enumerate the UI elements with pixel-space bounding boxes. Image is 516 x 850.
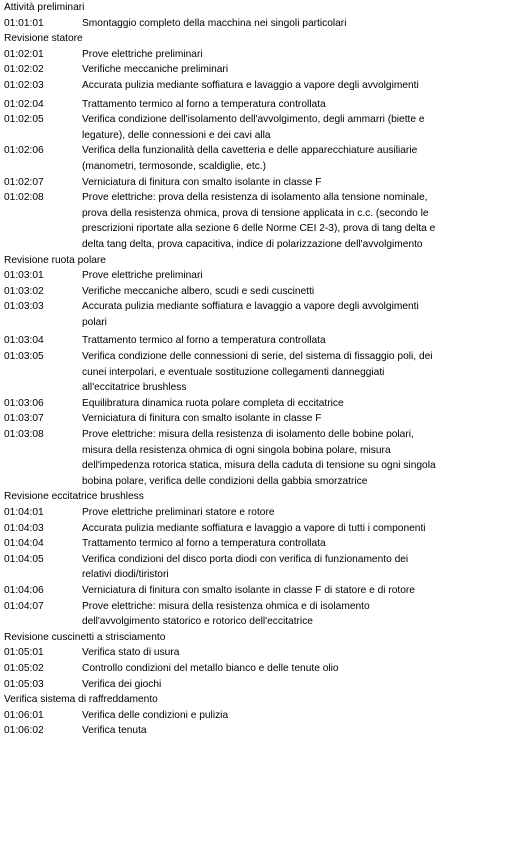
item-code: 01:03:07 bbox=[4, 413, 44, 425]
item-code: 01:04:01 bbox=[4, 507, 44, 518]
item-text: Verifica condizione dell'isolamento dell'avvolgimento, degli ammarri (biette e legature), delle connessioni e dei cavi alla bbox=[82, 114, 425, 141]
list-item bbox=[4, 299, 512, 330]
item-code: 01:05:03 bbox=[4, 678, 44, 690]
section-title: Revisione eccitatrice brushless bbox=[4, 491, 144, 503]
item-text: Trattamento termico al forno a temperatura controllata bbox=[82, 538, 326, 550]
item-text: Controllo condizioni del metallo bianco e delle tenute olio bbox=[82, 662, 339, 674]
list-item bbox=[4, 552, 512, 583]
item-text: Prove elettriche preliminari statore e rotore bbox=[82, 507, 275, 518]
item-text: Verifica stato di usura bbox=[82, 647, 180, 659]
item-code: 01:03:04 bbox=[4, 335, 44, 347]
item-code: 01:01:01 bbox=[4, 17, 44, 29]
list-item bbox=[4, 583, 512, 599]
list-item bbox=[4, 599, 512, 630]
list-item bbox=[4, 284, 512, 300]
item-text: Trattamento termico al forno a temperatura controllata bbox=[82, 98, 326, 110]
section-title: Verifica sistema di raffreddamento bbox=[4, 694, 158, 706]
item-text: Verifiche meccaniche albero, scudi e sedi cuscinetti bbox=[82, 285, 315, 297]
list-item bbox=[4, 427, 512, 489]
item-text: Accurata pulizia mediante soffiatura e lavaggio a vapore degli avvolgimenti bbox=[82, 79, 419, 91]
item-code: 01:06:02 bbox=[4, 725, 44, 737]
item-code: 01:05:01 bbox=[4, 647, 44, 659]
list-item bbox=[4, 521, 512, 537]
section-revisione-statore bbox=[4, 31, 512, 252]
item-code: 01:06:01 bbox=[4, 709, 44, 721]
item-code: 01:03:03 bbox=[4, 301, 44, 313]
section-revisione-eccitatrice-brushless bbox=[4, 489, 512, 629]
item-code: 01:04:06 bbox=[4, 584, 44, 596]
section-title: Revisione cuscinetti a strisciamento bbox=[4, 631, 166, 643]
item-text: Trattamento termico al forno a temperatura controllata bbox=[82, 335, 326, 347]
item-text: Verifica tenuta bbox=[82, 725, 147, 737]
item-text: Verifica delle condizioni e pulizia bbox=[82, 709, 229, 721]
item-text: Prove elettriche preliminari bbox=[82, 270, 203, 282]
item-code: 01:03:05 bbox=[4, 351, 44, 363]
item-text: Prove elettriche: misura della resistenza di isolamento delle bobine polari, misura della resistenza ohmica di ogni singola bobina polare, misura dell'impedenza rotorica statica, misura della caduta di tensione su ogni singola bobina polare, verifica delle condizioni della gabbia smorzatrice bbox=[82, 429, 436, 487]
item-text: Verifica condizione delle connessioni di serie, del sistema di fissaggio poli, dei cunei interpolari, e eventuale sostituzione collegamenti danneggiati all'eccitatrice brushless bbox=[82, 351, 433, 394]
item-text: Verniciatura di finitura con smalto isolante in classe F di statore e di rotore bbox=[82, 584, 415, 596]
item-code: 01:03:01 bbox=[4, 270, 44, 282]
section-revisione-ruota-polare bbox=[4, 253, 512, 490]
list-item bbox=[4, 723, 512, 739]
item-code: 01:04:03 bbox=[4, 522, 44, 534]
item-text: Verifica della funzionalità della cavetteria e delle apparecchiature ausiliarie (manometri, termosonde, scaldiglie, etc.) bbox=[82, 145, 418, 172]
list-item bbox=[4, 268, 512, 284]
list-item bbox=[4, 677, 512, 693]
list-item bbox=[4, 97, 512, 113]
list-item bbox=[4, 47, 512, 63]
item-code: 01:03:08 bbox=[4, 429, 44, 441]
item-text: Prove elettriche: prova della resistenza di isolamento alla tensione nominale, prova della resistenza ohmica, prova di tensione applicata in c.c. (secondo le prescrizioni riportate alla sezione 6 delle Norme CEI 2-3), prova di tang delta e delta tang delta, prova capacitiva, indice di polarizzazione dell'avvolgimento bbox=[82, 192, 436, 250]
item-text: Smontaggio completo della macchina nei singoli particolari bbox=[82, 17, 347, 29]
item-code: 01:02:07 bbox=[4, 176, 44, 188]
item-code: 01:02:04 bbox=[4, 98, 44, 110]
list-item bbox=[4, 536, 512, 552]
item-code: 01:03:06 bbox=[4, 397, 44, 409]
section-verifica-raffreddamento bbox=[4, 692, 512, 739]
list-item bbox=[4, 16, 512, 32]
section-title: Revisione ruota polare bbox=[4, 254, 106, 266]
list-item bbox=[4, 175, 512, 191]
list-item bbox=[4, 112, 512, 143]
item-text: Accurata pulizia mediante soffiatura e lavaggio a vapore degli avvolgimenti polari bbox=[82, 301, 419, 328]
section-title: Attività preliminari bbox=[4, 2, 85, 13]
item-text: Verifica dei giochi bbox=[82, 678, 162, 690]
section-attivita-preliminari bbox=[4, 0, 512, 31]
item-code: 01:04:04 bbox=[4, 538, 44, 550]
item-text: Prove elettriche preliminari bbox=[82, 48, 203, 60]
list-item bbox=[4, 396, 512, 412]
item-text: Verniciatura di finitura con smalto isolante in classe F bbox=[82, 176, 322, 188]
list-item bbox=[4, 78, 512, 94]
item-text: Verniciatura di finitura con smalto isolante in classe F bbox=[82, 413, 322, 425]
section-title: Revisione statore bbox=[4, 33, 83, 45]
item-code: 01:03:02 bbox=[4, 285, 44, 297]
item-code: 01:02:05 bbox=[4, 114, 44, 126]
list-item bbox=[4, 62, 512, 78]
list-item bbox=[4, 645, 512, 661]
item-text: Equilibratura dinamica ruota polare completa di eccitatrice bbox=[82, 397, 344, 409]
item-code: 01:02:02 bbox=[4, 64, 44, 76]
item-text: Accurata pulizia mediante soffiatura e lavaggio a vapore di tutti i componenti bbox=[82, 522, 426, 534]
item-text: Prove elettriche: misura della resistenza ohmica e di isolamento dell'avvolgimento statorico e rotorico dell'eccitatrice bbox=[82, 600, 370, 628]
list-item bbox=[4, 411, 512, 427]
section-revisione-cuscinetti bbox=[4, 630, 512, 692]
list-item bbox=[4, 190, 512, 252]
list-item bbox=[4, 143, 512, 174]
list-item bbox=[4, 708, 512, 724]
item-code: 01:04:05 bbox=[4, 553, 44, 565]
list-item bbox=[4, 661, 512, 677]
item-code: 01:02:03 bbox=[4, 79, 44, 91]
item-code: 01:02:06 bbox=[4, 145, 44, 157]
item-code: 01:05:02 bbox=[4, 662, 44, 674]
list-item bbox=[4, 349, 512, 396]
list-item bbox=[4, 505, 512, 521]
item-text: Verifiche meccaniche preliminari bbox=[82, 64, 229, 76]
item-code: 01:02:01 bbox=[4, 48, 44, 60]
item-code: 01:02:08 bbox=[4, 192, 44, 204]
list-item bbox=[4, 333, 512, 349]
item-text: Verifica condizioni del disco porta diodi con verifica di funzionamento dei relativi diodi/tiristori bbox=[82, 553, 409, 581]
item-code: 01:04:07 bbox=[4, 600, 44, 612]
